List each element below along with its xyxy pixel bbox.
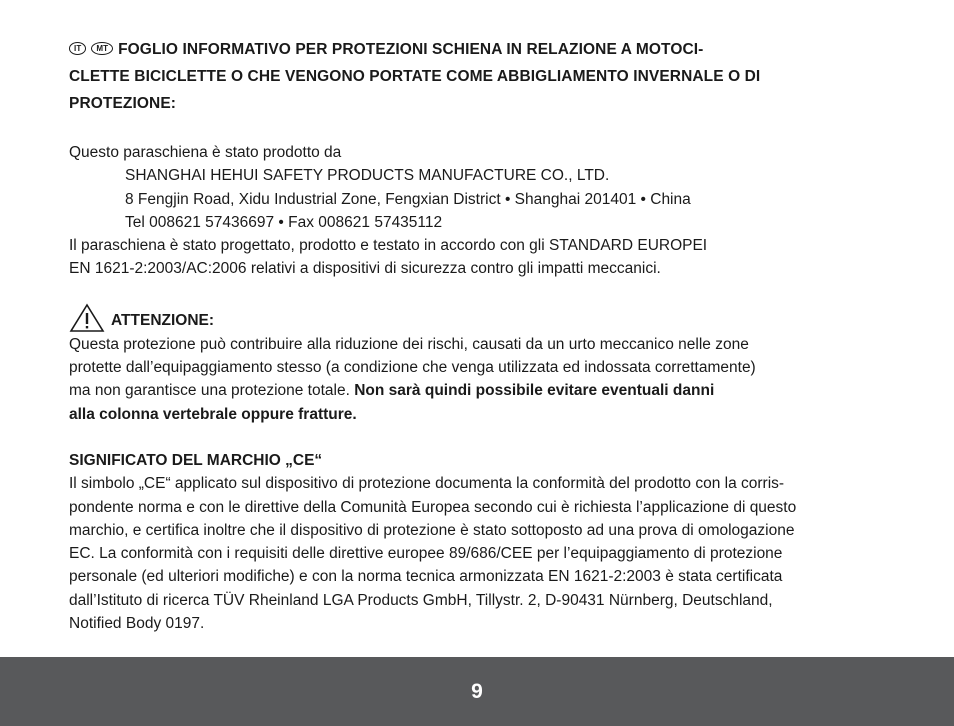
warning-line-3-bold: Non sarà quindi possibile evitare eventuali danni	[354, 382, 715, 400]
standard-line-2: EN 1621-2:2003/AC:2006 relativi a dispositivi di sicurezza contro gli impatti meccanici.	[69, 260, 661, 278]
warning-title: ATTENZIONE:	[111, 312, 215, 330]
warning-section	[69, 301, 889, 426]
warning-line-1: Questa protezione può contribuire alla riduzione dei rischi, causati da un urto meccanico nelle zone	[69, 335, 749, 353]
ce-line: pondente norma e con le direttive della Comunità Europea secondo cui è richiesta l’applicazione di questo	[69, 498, 797, 516]
warning-header	[69, 301, 889, 333]
document-heading	[69, 36, 889, 117]
manufacturer-section	[69, 141, 889, 281]
ce-line: marchio, e certifica inoltre che il dispositivo di protezione è stato sottoposto ad una prova di omologazione	[69, 521, 795, 539]
ce-line: personale (ed ulteriori modifiche) e con la norma tecnica armonizzata EN 1621-2:2003 è stata certificata	[69, 568, 783, 586]
document-page	[69, 36, 889, 635]
language-badge-it: IT	[69, 42, 86, 55]
ce-title: SIGNIFICATO DEL MARCHIO „CE“	[69, 451, 323, 469]
page-footer	[0, 657, 954, 726]
heading-line-1: FOGLIO INFORMATIVO PER PROTEZIONI SCHIENA IN RELAZIONE A MOTOCI-	[118, 41, 704, 58]
ce-line: Notified Body 0197.	[69, 615, 205, 633]
manufacturer-address: 8 Fengjin Road, Xidu Industrial Zone, Fengxian District • Shanghai 201401 • China	[125, 190, 691, 208]
ce-section	[69, 449, 889, 635]
standard-line-1: Il paraschiena è stato progettato, prodotto e testato in accordo con gli STANDARD EUROPEI	[69, 237, 708, 255]
manufacturer-contact: Tel 008621 57436697 • Fax 008621 57435112	[125, 213, 443, 231]
warning-triangle-icon	[69, 303, 105, 333]
ce-line: dall’Istituto di ricerca TÜV Rheinland LGA Products GmbH, Tillystr. 2, D-90431 Nürnberg, Deutschland,	[69, 591, 773, 609]
warning-line-3	[69, 379, 889, 402]
warning-line-2: protette dall’equipaggiamento stesso (a condizione che venga utilizzata ed indossata correttamente)	[69, 359, 756, 377]
warning-line-3-normal: ma non garantisce una protezione totale.	[69, 382, 355, 400]
ce-line: EC. La conformità con i requisiti delle direttive europee 89/686/CEE per l’equipaggiamento di protezione	[69, 545, 783, 563]
manufacturer-intro: Questo paraschiena è stato prodotto da	[69, 144, 342, 161]
heading-line-2: CLETTE BICICLETTE O CHE VENGONO PORTATE COME ABBIGLIAMENTO INVERNALE O DI	[69, 68, 761, 85]
manufacturer-name: SHANGHAI HEHUI SAFETY PRODUCTS MANUFACTURE CO., LTD.	[125, 167, 610, 185]
heading-line-3: PROTEZIONE:	[69, 95, 177, 112]
warning-line-4: alla colonna vertebrale oppure fratture.	[69, 405, 357, 423]
language-badge-mt: MT	[91, 42, 113, 55]
page-number: 9	[471, 679, 483, 703]
ce-line: Il simbolo „CE“ applicato sul dispositivo di protezione documenta la conformità del prodotto con la corris-	[69, 475, 785, 493]
